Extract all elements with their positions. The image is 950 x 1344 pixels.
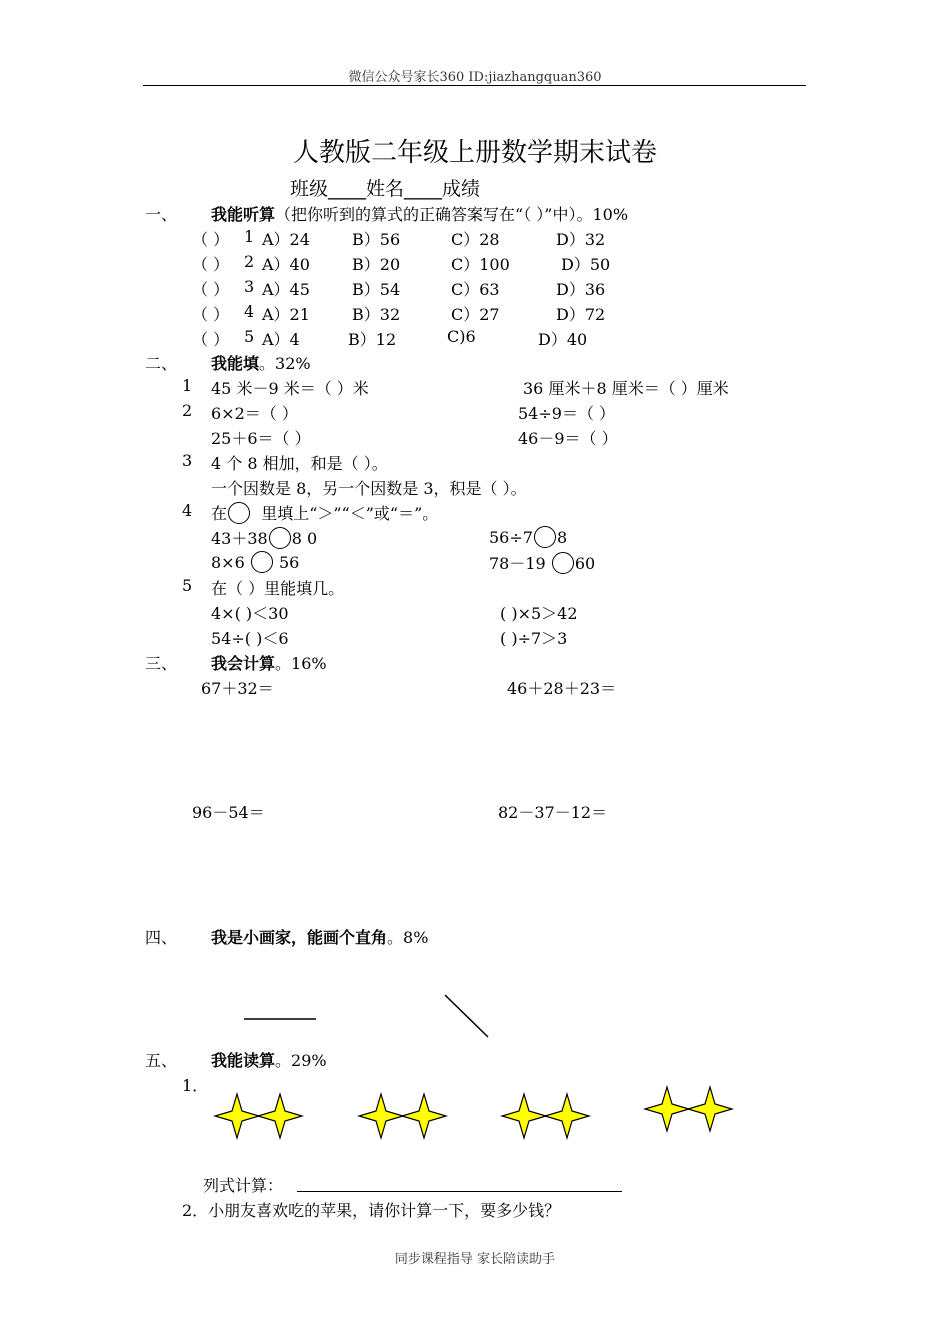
option-d: D）40 [538, 330, 588, 349]
fill-q2-number: 2 [182, 401, 193, 420]
fill-q2-d: 46－9＝（ ） [518, 429, 618, 448]
option-b: B）54 [352, 280, 401, 299]
star-icon [359, 1094, 403, 1138]
fill-q5-title: 在（ ）里能填几。 [211, 579, 345, 598]
option-d: D）50 [561, 255, 611, 274]
calc-problem-1: 67＋32＝ [201, 679, 274, 698]
section-2-desc: 。32% [259, 354, 311, 373]
answer-paren: （ ） [192, 305, 230, 324]
answer-paren: （ ） [192, 255, 230, 274]
option-c: C）63 [451, 280, 500, 299]
question-number: 4 [244, 302, 255, 321]
calc-problem-3: 96－54＝ [192, 803, 265, 822]
fill-q5-number: 5 [182, 576, 193, 595]
question-number: 5 [244, 327, 255, 346]
compare-right: 56 [278, 553, 300, 572]
fill-q1-a: 45 米－9 米＝（ ）米 [211, 379, 369, 398]
option-b: B）56 [352, 230, 401, 249]
star-icon [215, 1094, 259, 1138]
option-d: D）72 [556, 305, 606, 324]
page-header: 微信公众号家长360 ID:jiazhangquan360 [348, 70, 602, 85]
option-a: A）21 [262, 305, 310, 324]
student-info-line: 班级____姓名____成绩 [290, 178, 481, 200]
star-icon [502, 1094, 546, 1138]
fill-q1-b: 36 厘米＋8 厘米＝（ ）厘米 [523, 379, 729, 398]
fill-q3-number: 3 [182, 451, 193, 470]
section-3-desc: 。16% [275, 654, 327, 673]
star-icon [545, 1094, 589, 1138]
option-d: D）36 [556, 280, 606, 299]
option-b: B）12 [348, 330, 397, 349]
fill-q5-d: ( )÷7＞3 [500, 629, 568, 648]
section-4-title: 我是小画家，能画个直角 [211, 928, 388, 947]
option-a: A）40 [262, 255, 310, 274]
star-icon [402, 1094, 446, 1138]
question-number: 1 [244, 227, 255, 246]
diagonal-ray-line [445, 995, 488, 1037]
page-title: 人教版二年级上册数学期末试卷 [292, 138, 657, 168]
section-5-title: 我能读算 [211, 1051, 276, 1070]
fill-q3-b: 一个因数是 8，另一个因数是 3，积是（ ）。 [211, 479, 527, 498]
answer-paren: （ ） [192, 280, 230, 299]
question-number: 3 [244, 277, 255, 296]
fill-q2-a: 6×2＝（ ） [211, 404, 298, 423]
fill-q2-b: 54÷9＝（ ） [518, 404, 616, 423]
section-1-number: 一、 [145, 205, 178, 224]
section-2-number: 二、 [145, 354, 178, 373]
section-5-number: 五、 [145, 1051, 178, 1070]
option-c: C)6 [447, 327, 476, 346]
page-footer: 同步课程指导 家长陪读助手 [394, 1252, 556, 1267]
star-groups [215, 1087, 732, 1138]
formula-label: 列式计算： [203, 1176, 284, 1195]
section-4-number: 四、 [145, 928, 178, 947]
fill-q1-number: 1 [182, 376, 193, 395]
option-a: A）45 [262, 280, 310, 299]
calc-problem-2: 46＋28＋23＝ [507, 679, 617, 698]
reading-q1-number: 1． [182, 1076, 209, 1095]
compare-right: 8 0 [291, 529, 318, 548]
fill-q4-pre: 在 [211, 504, 228, 523]
option-c: C）28 [451, 230, 500, 249]
answer-paren: （ ） [192, 230, 230, 249]
option-c: C）27 [451, 305, 500, 324]
section-4-desc: 。8% [387, 928, 429, 947]
option-d: D）32 [556, 230, 606, 249]
compare-right: 8 [556, 528, 568, 547]
section-5-heading [211, 1048, 327, 1071]
fill-q3-a: 4 个 8 相加，和是（ ）。 [211, 454, 388, 473]
option-a: A）24 [262, 230, 310, 249]
star-icon [688, 1087, 732, 1131]
option-a: A）4 [262, 330, 300, 349]
compare-left: 78－19 [489, 554, 546, 573]
compare-left: 56÷7 [489, 528, 533, 547]
formula-answer-line[interactable] [297, 1191, 622, 1192]
option-b: B）20 [352, 255, 401, 274]
option-c: C）100 [451, 255, 510, 274]
section-3-number: 三、 [145, 654, 178, 673]
fill-q5-b: ( )×5＞42 [500, 604, 578, 623]
option-b: B）32 [352, 305, 401, 324]
reading-q2: 2．小朋友喜欢吃的苹果，请你计算一下，要多少钱？ [182, 1201, 561, 1220]
section-5-desc: 。29% [275, 1051, 327, 1070]
question-number: 2 [244, 252, 255, 271]
fill-q5-c: 54÷( )＜6 [211, 629, 289, 648]
star-icon [645, 1087, 689, 1131]
fill-q4-number: 4 [182, 501, 193, 520]
section-1-title: 我能听算 [211, 205, 276, 224]
calc-problem-4: 82－37－12＝ [498, 803, 608, 822]
compare-left: 43＋38 [211, 529, 268, 548]
section-2-title: 我能填 [211, 354, 260, 373]
answer-paren: （ ） [192, 330, 230, 349]
fill-q2-c: 25＋6＝（ ） [211, 429, 311, 448]
star-icon [258, 1094, 302, 1138]
compare-right: 60 [574, 554, 596, 573]
compare-left: 8×6 [211, 553, 245, 572]
fill-q4-post: 里填上“＞”“＜”或“＝”。 [261, 504, 439, 523]
fill-q5-a: 4×( )＜30 [211, 604, 289, 623]
section-1-desc: （把你听到的算式的正确答案写在“（ ）”中）。10% [275, 205, 629, 224]
section-3-title: 我会计算 [211, 654, 276, 673]
